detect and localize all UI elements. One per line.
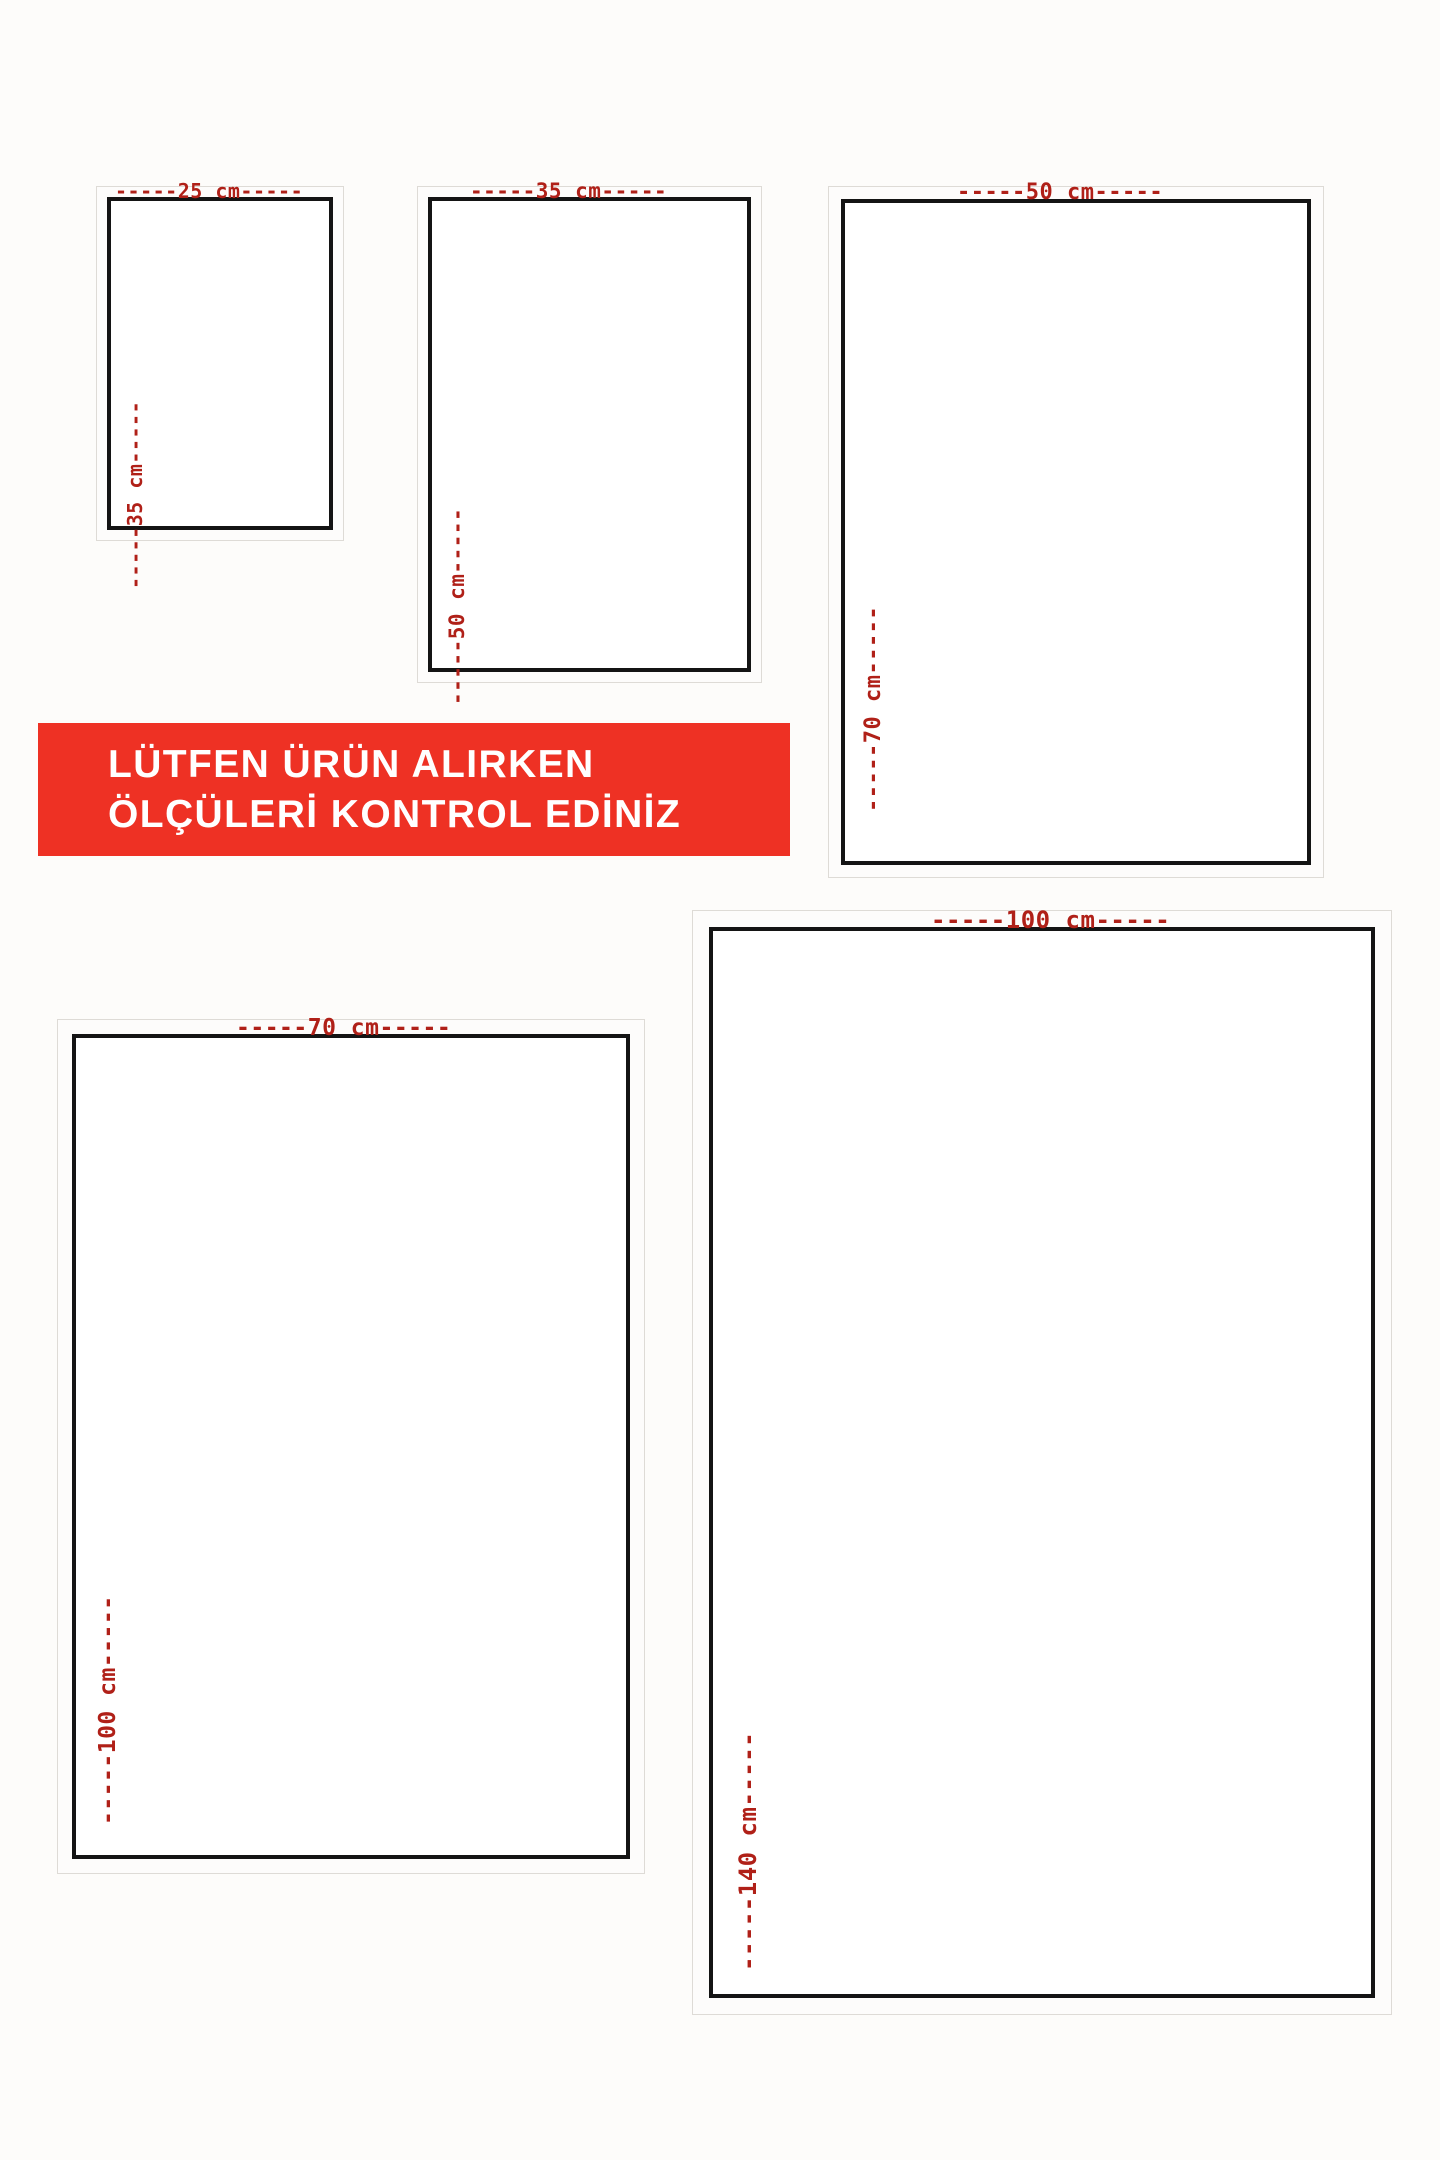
size-sample-70x100 (57, 1015, 645, 1874)
width-label-70x100: -----70 cm----- (236, 1015, 452, 1041)
size-sample-100x140-inner (709, 927, 1375, 1998)
size-sample-35x50 (417, 179, 762, 705)
width-label-35x50: -----35 cm----- (470, 179, 668, 203)
width-label-100x140: -----100 cm----- (931, 906, 1171, 934)
height-label-50x70: -----70 cm----- (861, 605, 886, 812)
height-label-100x140: -----140 cm----- (734, 1731, 762, 1971)
height-label-25x35: -----35 cm----- (123, 400, 147, 589)
warning-banner (38, 723, 790, 856)
warning-line-1: LÜTFEN ÜRÜN ALIRKEN (108, 743, 595, 787)
size-sample-35x50-inner (428, 197, 751, 672)
size-sample-100x140 (692, 906, 1392, 2015)
size-sample-50x70 (828, 180, 1324, 878)
height-label-70x100: -----100 cm----- (95, 1595, 121, 1825)
warning-line-2: ÖLÇÜLERİ KONTROL EDİNİZ (108, 792, 682, 836)
width-label-50x70: -----50 cm----- (957, 180, 1164, 205)
size-sample-70x100-inner (72, 1034, 630, 1859)
width-label-25x35: -----25 cm----- (115, 179, 304, 203)
size-sample-25x35 (96, 179, 344, 589)
size-sample-50x70-inner (841, 199, 1311, 865)
height-label-35x50: -----50 cm----- (445, 507, 469, 705)
